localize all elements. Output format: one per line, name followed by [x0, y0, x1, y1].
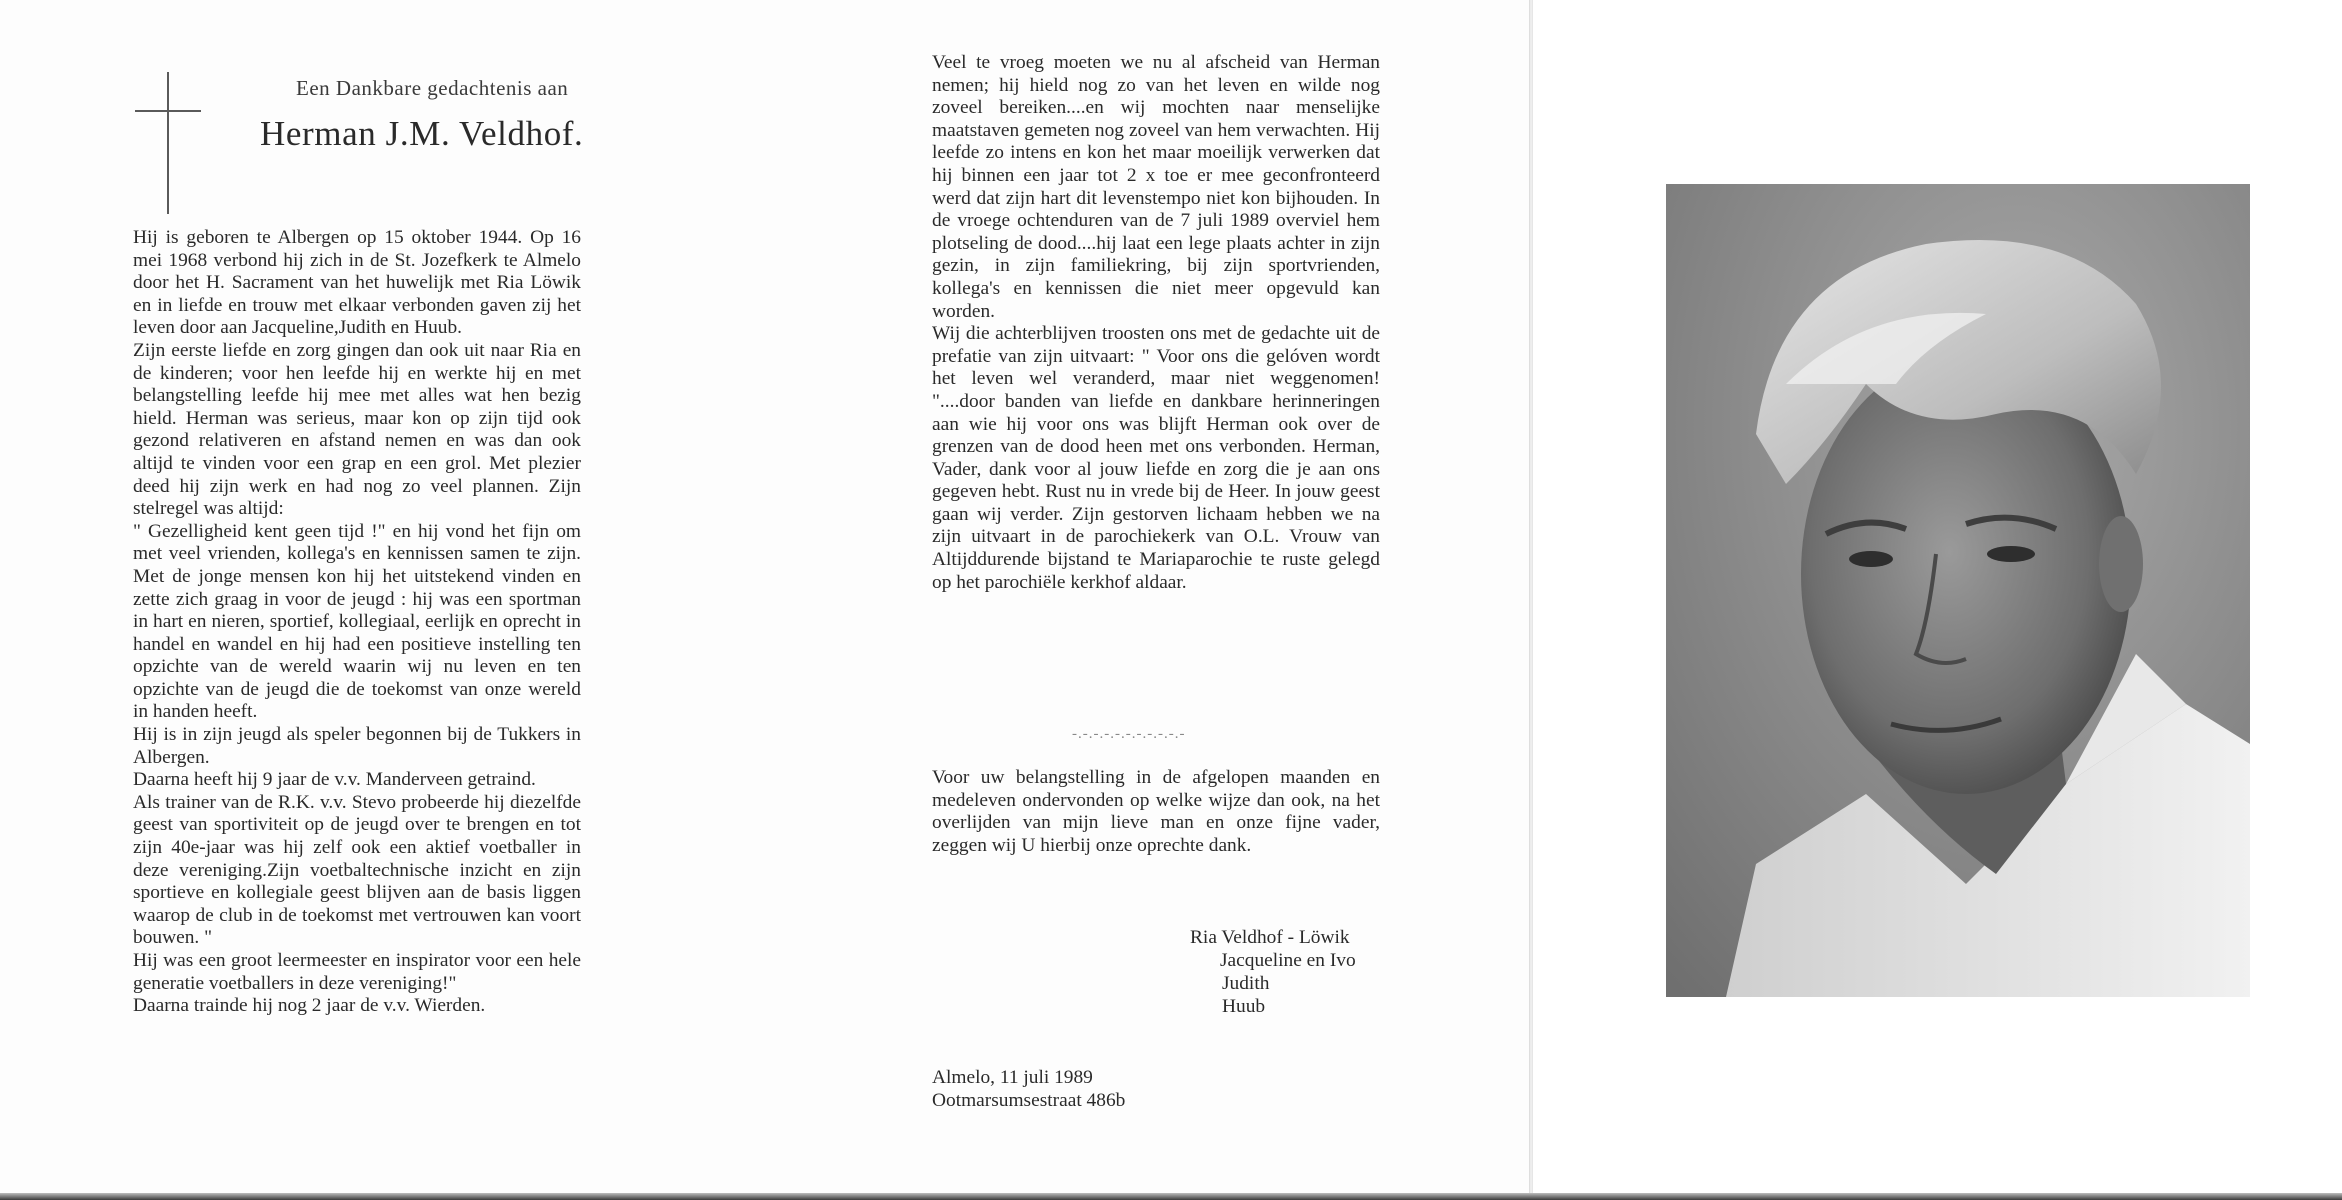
bio-paragraph: Hij was een groot leermeester en inspirator voor een hele generatie voetballers in deze vereniging!" — [133, 950, 581, 994]
signature-line: Judith — [1222, 973, 1270, 994]
bio-paragraph: Hij is geboren te Albergen op 15 oktober 1944. Op 16 mei 1968 verbond hij zich in de St. Jozefkerk te Almelo door het H. Sacrament van het huwelijk met Ria Löwik en in liefde en trouw met elkaar verbonden gaven zij het leven door aan Jacqueline,Judith en Huub. — [133, 227, 581, 339]
deceased-name: Herman J.M. Veldhof. — [260, 114, 584, 153]
farewell-paragraph: Veel te vroeg moeten we nu al afscheid van Herman nemen; hij hield nog zo van het leven en wilde nog zoveel bereiken....en wij mochten naar menselijke maatstaven gemeten nog zoveel van hem verwachten. Hij leefde zo intens en kon het maar moeilijk verwerken dat hij binnen een jaar tot 2 x toe er mee geconfronteerd werd dat zijn hart dit levenstempo niet kon bijhouden. In de vroege ochtenduren van de 7 juli 1989 overviel hem plotseling de dood....hij laat een lege plaats achter in zijn gezin, in zijn familiekring, bij zijn sportvrienden, kollega's en kennissen die niet meer opgevuld kan worden. — [932, 52, 1380, 322]
biography-text — [133, 227, 581, 1018]
scan-bottom-edge — [0, 1193, 2342, 1200]
bio-paragraph: Hij is in zijn jeugd als speler begonnen bij de Tukkers in Albergen. — [133, 724, 581, 768]
cross-icon — [167, 72, 169, 214]
address: Ootmarsumsestraat 486b — [932, 1090, 1126, 1111]
signature-line: Huub — [1222, 996, 1266, 1017]
bio-paragraph: Als trainer van de R.K. v.v. Stevo probeerde hij diezelfde geest van sportiviteit op de jeugd over te brengen en tot zijn 40e-jaar was hij zelf ook een aktief voetballer in deze vereniging.Zijn voetbaltechnische inzicht en zijn sportieve en kollegiale geest blijven aan de basis liggen waarop de club in de toekomst met vertrouwen kan voort bouwen. " — [133, 791, 581, 949]
bio-paragraph: Daarna trainde hij nog 2 jaar de v.v. Wierden. — [133, 995, 486, 1017]
portrait-photo — [1666, 184, 2250, 997]
bio-paragraph: Daarna heeft hij 9 jaar de v.v. Manderveen getraind. — [133, 769, 536, 791]
farewell-paragraph: Wij die achterblijven troosten ons met de gedachte uit de prefatie van zijn uitvaart: " Voor ons die gelóven wordt het leven wel veranderd, maar niet weggenomen! "....door banden van liefde en dankbare herinneringen aan wie hij voor ons was blijft Herman ook over de grenzen van de dood heen met ons verbonden. Herman, Vader, dank voor al jouw liefde en zorg die je aan ons gegeven hebt. Rust nu in vrede bij de Heer. In jouw geest gaan wij verder. Zijn gestorven lichaam hebben we na zijn uitvaart in de parochiekerk van O.L. Vrouw van Altijddurende bijstand te Mariaparochie te ruste gelegd op het parochiële kerkhof aldaar. — [932, 323, 1380, 593]
signature-line: Jacqueline en Ivo — [1220, 950, 1356, 971]
section-divider: -.-.-.-.-.-.-.-.-.-.- — [1072, 726, 1186, 742]
bio-paragraph: Zijn eerste liefde en zorg gingen dan ook uit naar Ria en de kinderen; voor hen leefde hij en werkte hij en met belangstelling leefde hij mee met alles wat hen bezig hield. Herman was serieus, maar kon op zijn tijd ook gezond relativeren en afstand nemen en was dan ook altijd te vinden voor een grap en een grol. Met plezier deed hij zijn werk en had nog zo veel plannen. Zijn stelregel was altijd: — [133, 339, 581, 520]
signature-line: Ria Veldhof - Löwik — [1190, 927, 1350, 948]
portrait-image — [1666, 184, 2250, 997]
place-date: Almelo, 11 juli 1989 — [932, 1067, 1093, 1088]
bio-paragraph: " Gezelligheid kent geen tijd !" en hij vond het fijn om met veel vrienden, kollega's en kennissen samen te zijn. Met de jonge mensen kon hij het uitstekend vinden en zette zich graag in voor de jeugd : hij was een sportman in hart en nieren, sportief, kollegiaal, eerlijk en oprecht in handel en wandel en hij had een positieve instelling ten opzichte van de wereld waarin wij nu leven en ten opzichte van de jeugd die de toekomst van onze wereld in handen heeft. — [133, 520, 581, 723]
cross-icon-bar — [135, 110, 201, 112]
thanks-paragraph: Voor uw belangstelling in de afgelopen maanden en medeleven ondervonden op welke wijze dan ook, na het overlijden van mijn lieve man en onze fijne vader, zeggen wij U hierbij onze oprechte dank. — [932, 767, 1380, 856]
farewell-text — [932, 52, 1380, 594]
thanks-text — [932, 767, 1380, 857]
intro-line: Een Dankbare gedachtenis aan — [296, 76, 569, 100]
